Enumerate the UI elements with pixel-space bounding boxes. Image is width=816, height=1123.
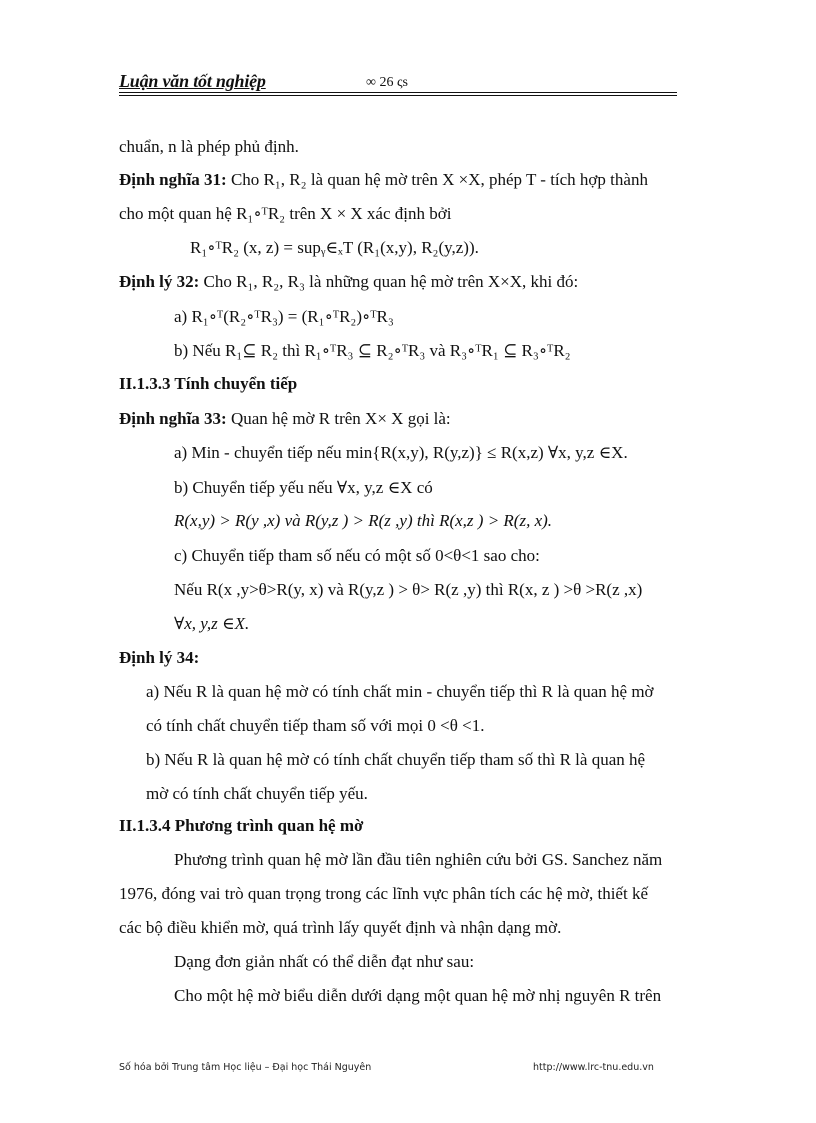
theorem-34-label: Định lý 34: [119,648,200,667]
list-item: a) R₁∘ᵀ(R₂∘ᵀR₃) = (R₁∘ᵀR₂)∘ᵀR₃ [174,307,394,326]
header-rule-2 [119,95,677,96]
list-item: b) Nếu R là quan hệ mờ có tính chất chuyển tiếp tham số thì R là quan hệ [146,750,646,769]
footer-url[interactable]: http://www.lrc-tnu.edu.vn [533,1062,654,1073]
footer-left: Số hóa bởi Trung tâm Học liệu – Đại học Thái Nguyên [119,1062,372,1073]
text-line: mờ có tính chất chuyển tiếp yếu. [146,784,368,803]
formula: ∀x, y,z ∈X. [174,614,250,633]
list-item: a) Min - chuyển tiếp nếu min{R(x,y), R(y,z)} ≤ R(x,z) ∀x, y,z ∈X. [174,443,628,462]
formula: Nếu R(x ,y>θ>R(y, x) và R(y,z ) > θ> R(z ,y) thì R(x, z ) >θ >R(z ,x) [174,580,643,599]
formula: R(x,y) > R(y ,x) và R(y,z ) > R(z ,y) thì R(x,z ) > R(z, x). [174,511,553,530]
definition-label: Định nghĩa 31: [119,170,227,189]
text-line: chuẩn, n là phép phủ định. [119,137,299,156]
paragraph-line: Cho một hệ mờ biểu diễn dưới dạng một quan hệ mờ nhị nguyên R trên [174,986,662,1005]
definition-text: Cho R₁, R₂ là quan hệ mờ trên X ×X, phép T - tích hợp thành [226,170,648,189]
definition-text: Quan hệ mờ R trên X× X gọi là: [226,409,451,428]
section-heading: II.1.3.4 Phương trình quan hệ mờ [119,816,364,835]
header-title: Luận văn tốt nghiệp [119,71,266,91]
list-item: a) Nếu R là quan hệ mờ có tính chất min - chuyển tiếp thì R là quan hệ mờ [146,682,654,701]
list-item: c) Chuyển tiếp tham số nếu có một số 0<θ<1 sao cho: [174,546,540,565]
text-line: có tính chất chuyển tiếp tham số với mọi 0 <θ <1. [146,716,485,735]
section-heading: II.1.3.3 Tính chuyển tiếp [119,374,298,393]
theorem-text: Cho R₁, R₂, R₃ là những quan hệ mờ trên X×X, khi đó: [199,272,579,291]
paragraph-line: các bộ điều khiển mờ, quá trình lấy quyết định và nhận dạng mờ. [119,918,562,937]
definition-33 [119,409,451,429]
paragraph-line: 1976, đóng vai trò quan trọng trong các lĩnh vực phân tích các hệ mờ, thiết kế [119,884,649,903]
text-line: cho một quan hệ R₁∘ᵀR₂ trên X × X xác định bởi [119,204,452,223]
header-rule [119,92,677,93]
theorem-label: Định lý 32: [119,272,200,291]
list-item: b) Nếu R₁⊆ R₂ thì R₁∘ᵀR₃ ⊆ R₂∘ᵀR₃ và R₃∘ᵀR₁ ⊆ R₃∘ᵀR₂ [174,341,571,360]
page-number: ∞ 26 ςs [366,75,408,90]
paragraph-line: Dạng đơn giản nhất có thể diễn đạt như sau: [174,952,475,971]
page-header [119,68,677,92]
paragraph-line: Phương trình quan hệ mờ lần đầu tiên nghiên cứu bởi GS. Sanchez năm [174,850,663,869]
theorem-32 [119,272,578,292]
list-item: b) Chuyển tiếp yếu nếu ∀x, y,z ∈X có [174,478,433,497]
definition-31 [119,170,648,190]
definition-label: Định nghĩa 33: [119,409,227,428]
formula: R₁∘ᵀR₂ (x, z) = supᵧ∈ₓT (R₁(x,y), R₂(y,z)). [190,238,479,257]
